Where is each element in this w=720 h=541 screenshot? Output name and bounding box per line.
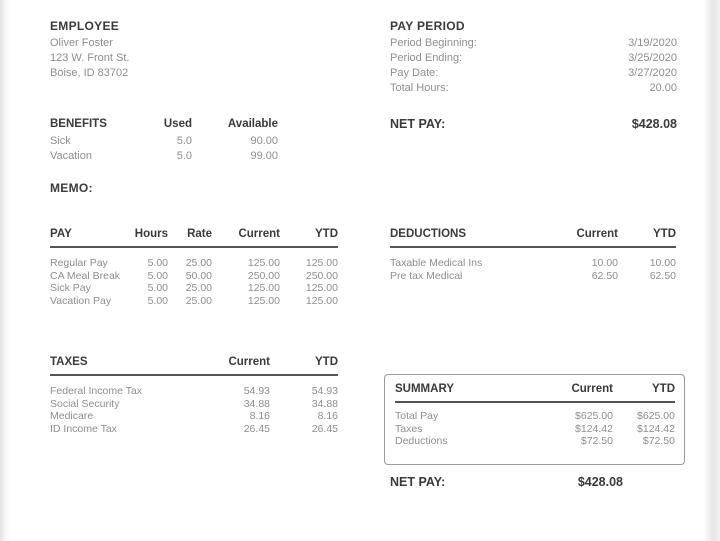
- deductions-table: [390, 226, 676, 282]
- benefit-available: 99.00: [250, 150, 278, 162]
- period-ending-row: [390, 51, 677, 66]
- deductions-title: DEDUCTIONS: [390, 228, 467, 240]
- pay-item-ytd: 125.00: [305, 294, 338, 307]
- page-left-edge: [0, 0, 10, 541]
- summary-item-current: $625.00: [575, 410, 613, 422]
- pay-table: [50, 226, 338, 307]
- pay-item-hours: 5.00: [147, 269, 168, 282]
- pay-table-header-row: [50, 226, 338, 242]
- summary-header-row: [395, 381, 675, 397]
- benefits-row-sick: [50, 134, 278, 149]
- period-beginning-value: 3/19/2020: [628, 37, 677, 49]
- employee-title: EMPLOYEE: [50, 19, 120, 33]
- net-pay-bottom-row: [390, 474, 623, 490]
- deduction-name: Taxable Medical Ins: [390, 257, 483, 269]
- pay-col-hours: Hours: [134, 228, 168, 240]
- period-ending-label: Period Ending:: [390, 52, 463, 64]
- pay-item-rate: 25.00: [185, 257, 212, 269]
- pay-item-name: Vacation Pay: [50, 294, 112, 307]
- pay-item-current: 250.00: [247, 269, 280, 282]
- summary-divider: [395, 401, 675, 403]
- pay-period-section: [390, 18, 677, 96]
- summary-item-ytd: $625.00: [637, 410, 675, 422]
- tax-name: Medicare: [50, 410, 94, 422]
- summary-col-current: Current: [571, 383, 613, 395]
- net-pay-bottom-value: $428.08: [577, 475, 623, 489]
- net-pay-bottom-label: NET PAY:: [390, 475, 446, 489]
- period-beginning-label: Period Beginning:: [390, 37, 477, 49]
- tax-current: 54.93: [243, 385, 270, 397]
- pay-col-rate: Rate: [187, 228, 212, 240]
- tax-name: ID Income Tax: [50, 422, 117, 435]
- tax-current: 8.16: [249, 410, 270, 422]
- deduction-current: 62.50: [591, 269, 618, 282]
- tax-row-medicare: [50, 410, 338, 423]
- summary-row-total-pay: [395, 410, 675, 423]
- taxes-header-row: [50, 354, 338, 370]
- pay-date-label: Pay Date:: [390, 67, 439, 79]
- benefit-used: 5.0: [176, 150, 192, 162]
- benefits-col-used: Used: [163, 118, 192, 130]
- pay-item-current: 125.00: [247, 257, 280, 269]
- deduction-row-pretax-medical: [390, 270, 676, 283]
- benefit-name: Sick: [50, 135, 71, 147]
- taxes-col-ytd: YTD: [315, 356, 338, 368]
- total-hours-value: 20.00: [649, 82, 677, 94]
- deductions-header-row: [390, 226, 676, 242]
- employee-section: [50, 18, 290, 81]
- net-pay-top-label: NET PAY:: [390, 117, 446, 131]
- pay-col-current: Current: [238, 228, 280, 240]
- summary-box: [384, 374, 685, 465]
- tax-current: 26.45: [243, 422, 270, 435]
- tax-ytd: 54.93: [311, 385, 338, 397]
- pay-item-name: Regular Pay: [50, 257, 108, 269]
- benefits-section: [50, 116, 278, 164]
- tax-name: Federal Income Tax: [50, 385, 143, 397]
- benefits-title: BENEFITS: [50, 118, 107, 130]
- tax-row-federal: [50, 385, 338, 398]
- net-pay-top-row: [390, 116, 677, 132]
- net-pay-top-value: $428.08: [631, 117, 677, 131]
- deductions-col-current: Current: [576, 228, 618, 240]
- employee-name: Oliver Foster: [50, 37, 113, 49]
- summary-item-ytd: $124.42: [637, 422, 675, 435]
- deduction-current: 10.00: [591, 257, 618, 269]
- tax-row-id-income: [50, 423, 338, 436]
- tax-ytd: 8.16: [317, 410, 338, 422]
- pay-item-rate: 50.00: [185, 269, 212, 282]
- deductions-divider: [390, 246, 676, 248]
- benefit-available: 90.00: [250, 135, 278, 147]
- pay-item-rate: 25.00: [185, 282, 212, 294]
- pay-item-current: 125.00: [247, 282, 280, 294]
- pay-col-ytd: YTD: [315, 228, 338, 240]
- taxes-table: [50, 354, 338, 435]
- summary-col-ytd: YTD: [652, 383, 675, 395]
- tax-row-social-security: [50, 398, 338, 411]
- total-hours-label: Total Hours:: [390, 82, 449, 94]
- deduction-row-taxable-medical: [390, 257, 676, 270]
- summary-title: SUMMARY: [395, 383, 454, 395]
- pay-row-sick: [50, 282, 338, 295]
- pay-item-hours: 5.00: [147, 257, 168, 269]
- summary-item-current: $72.50: [580, 435, 613, 447]
- tax-ytd: 34.88: [311, 397, 338, 410]
- benefits-row-vacation: [50, 149, 278, 164]
- benefits-header-row: [50, 116, 278, 132]
- deduction-ytd: 62.50: [649, 269, 676, 282]
- pay-item-ytd: 125.00: [305, 282, 338, 294]
- pay-item-hours: 5.00: [147, 294, 168, 307]
- summary-row-taxes: [395, 423, 675, 436]
- employee-address-city: Boise, ID 83702: [50, 67, 129, 79]
- benefit-name: Vacation: [50, 150, 92, 162]
- pay-item-rate: 25.00: [185, 294, 212, 307]
- summary-item-name: Taxes: [395, 422, 423, 435]
- pay-date-row: [390, 66, 677, 81]
- taxes-divider: [50, 374, 338, 376]
- taxes-title: TAXES: [50, 356, 88, 368]
- pay-item-name: CA Meal Break: [50, 269, 121, 282]
- summary-item-current: $124.42: [575, 422, 613, 435]
- deduction-name: Pre tax Medical: [390, 269, 463, 282]
- pay-table-divider: [50, 246, 338, 248]
- pay-row-ca-meal-break: [50, 270, 338, 283]
- pay-item-name: Sick Pay: [50, 282, 91, 294]
- period-ending-value: 3/25/2020: [628, 52, 677, 64]
- pay-row-regular: [50, 257, 338, 270]
- pay-item-hours: 5.00: [147, 282, 168, 294]
- pay-item-ytd: 125.00: [305, 257, 338, 269]
- summary-row-deductions: [395, 435, 675, 448]
- deduction-ytd: 10.00: [649, 257, 676, 269]
- summary-item-name: Deductions: [395, 435, 448, 447]
- deductions-col-ytd: YTD: [653, 228, 676, 240]
- pay-table-title: PAY: [50, 228, 72, 240]
- total-hours-row: [390, 81, 677, 96]
- tax-current: 34.88: [243, 397, 270, 410]
- taxes-col-current: Current: [228, 356, 270, 368]
- pay-item-current: 125.00: [247, 294, 280, 307]
- benefit-used: 5.0: [176, 135, 192, 147]
- page-right-edge: [703, 0, 720, 541]
- pay-date-value: 3/27/2020: [628, 67, 677, 79]
- benefits-col-available: Available: [227, 118, 278, 130]
- memo-label: MEMO:: [50, 181, 93, 195]
- summary-item-ytd: $72.50: [642, 435, 675, 447]
- pay-row-vacation: [50, 295, 338, 308]
- pay-item-ytd: 250.00: [305, 269, 338, 282]
- tax-ytd: 26.45: [311, 422, 338, 435]
- summary-item-name: Total Pay: [395, 410, 439, 422]
- period-beginning-row: [390, 36, 677, 51]
- employee-address-street: 123 W. Front St.: [50, 52, 130, 64]
- tax-name: Social Security: [50, 397, 120, 410]
- pay-period-title: PAY PERIOD: [390, 19, 465, 33]
